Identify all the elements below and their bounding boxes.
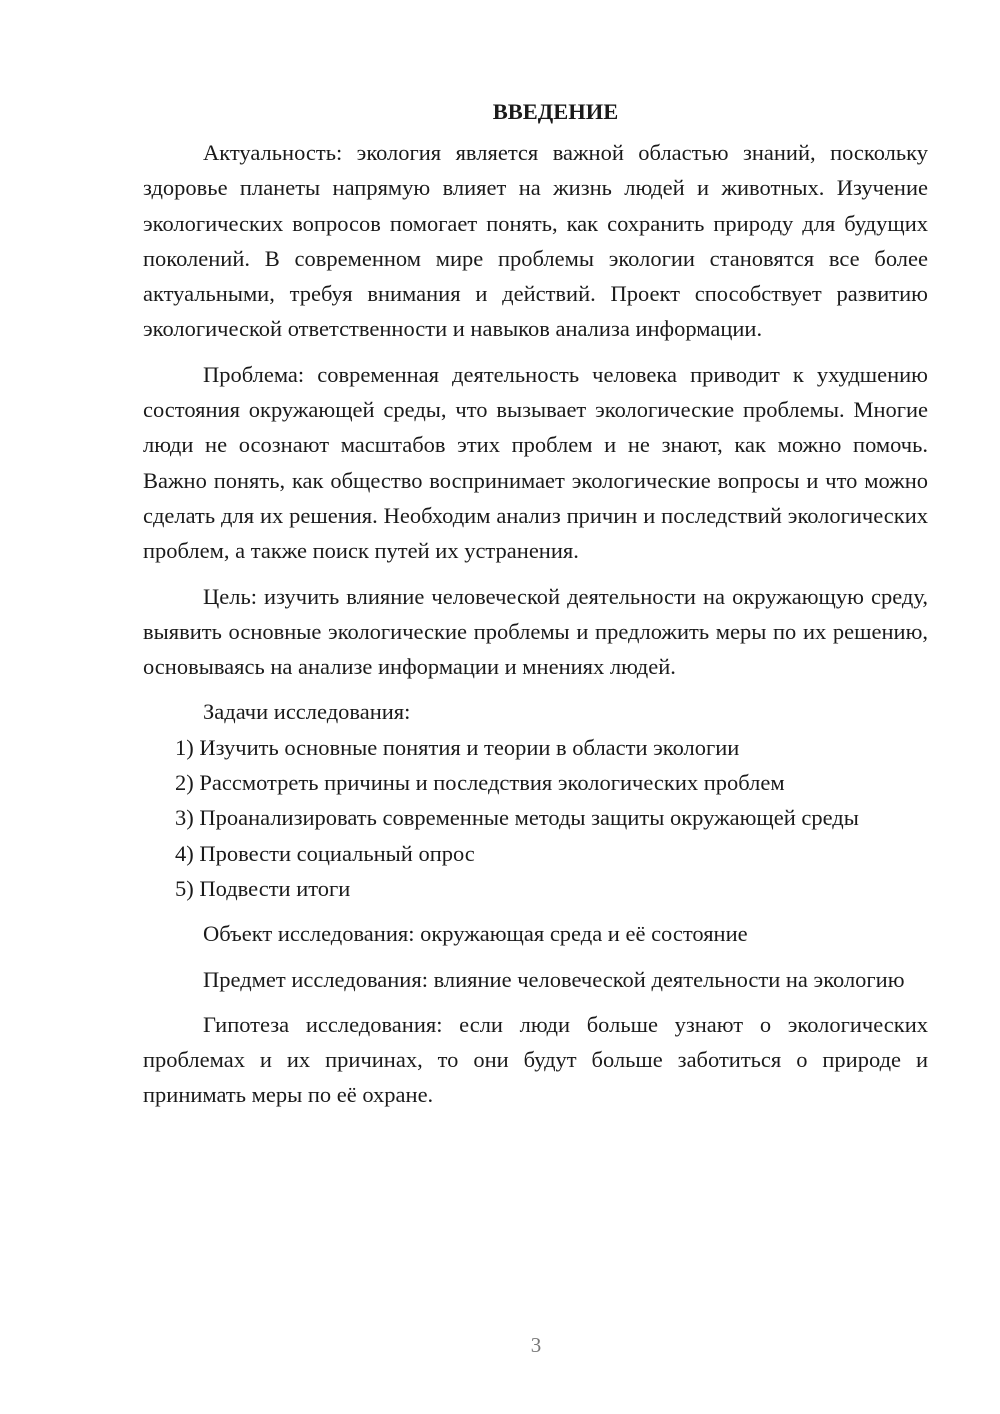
tasks-title: Задачи исследования: bbox=[203, 699, 411, 725]
task-item-3: 3) Проанализировать современные методы защиты окружающей среды bbox=[175, 805, 859, 831]
task-item-2: 2) Рассмотреть причины и последствия экологических проблем bbox=[175, 770, 785, 796]
page-content bbox=[143, 94, 928, 1113]
page-number: 3 bbox=[530, 1333, 542, 1357]
task-item-1: 1) Изучить основные понятия и теории в области экологии bbox=[175, 734, 740, 760]
relevance-paragraph: Актуальность: экология является важной областью знаний, поскольку здоровье планеты напрямую влияет на жизнь людей и животных. Изучение экологических вопросов помогает понять, как сохранить природу для будущих поколений. В современном мире проблемы экологии становятся все более актуальными, требуя внимания и действий. Проект способствует развитию экологической ответственности и навыков анализа информации. bbox=[143, 140, 928, 342]
task-item-5: 5) Подвести итоги bbox=[175, 875, 351, 901]
task-item-4: 4) Провести социальный опрос bbox=[175, 840, 475, 866]
subject-paragraph: Предмет исследования: влияние человеческой деятельности на экологию bbox=[203, 966, 905, 992]
goal-paragraph: Цель: изучить влияние человеческой деятельности на окружающую среду, выявить основные экологические проблемы и предложить меры по их решению, основываясь на анализе информации и мнениях людей. bbox=[143, 583, 928, 680]
hypothesis-paragraph: Гипотеза исследования: если люди больше узнают о экологических проблемах и их причинах, то они будут больше заботиться о природе и принимать меры по её охране. bbox=[143, 1011, 928, 1108]
problem-paragraph: Проблема: современная деятельность человека приводит к ухудшению состояния окружающей среды, что вызывает экологические проблемы. Многие люди не осознают масштабов этих проблем и не знают, как можно помочь. Важно понять, как общество воспринимает экологические вопросы и что можно сделать для их решения. Необходим анализ причин и последствий экологических проблем, а также поиск путей их устранения. bbox=[143, 361, 928, 564]
object-paragraph: Объект исследования: окружающая среда и её состояние bbox=[203, 921, 748, 947]
section-heading: ВВЕДЕНИЕ bbox=[492, 99, 619, 124]
